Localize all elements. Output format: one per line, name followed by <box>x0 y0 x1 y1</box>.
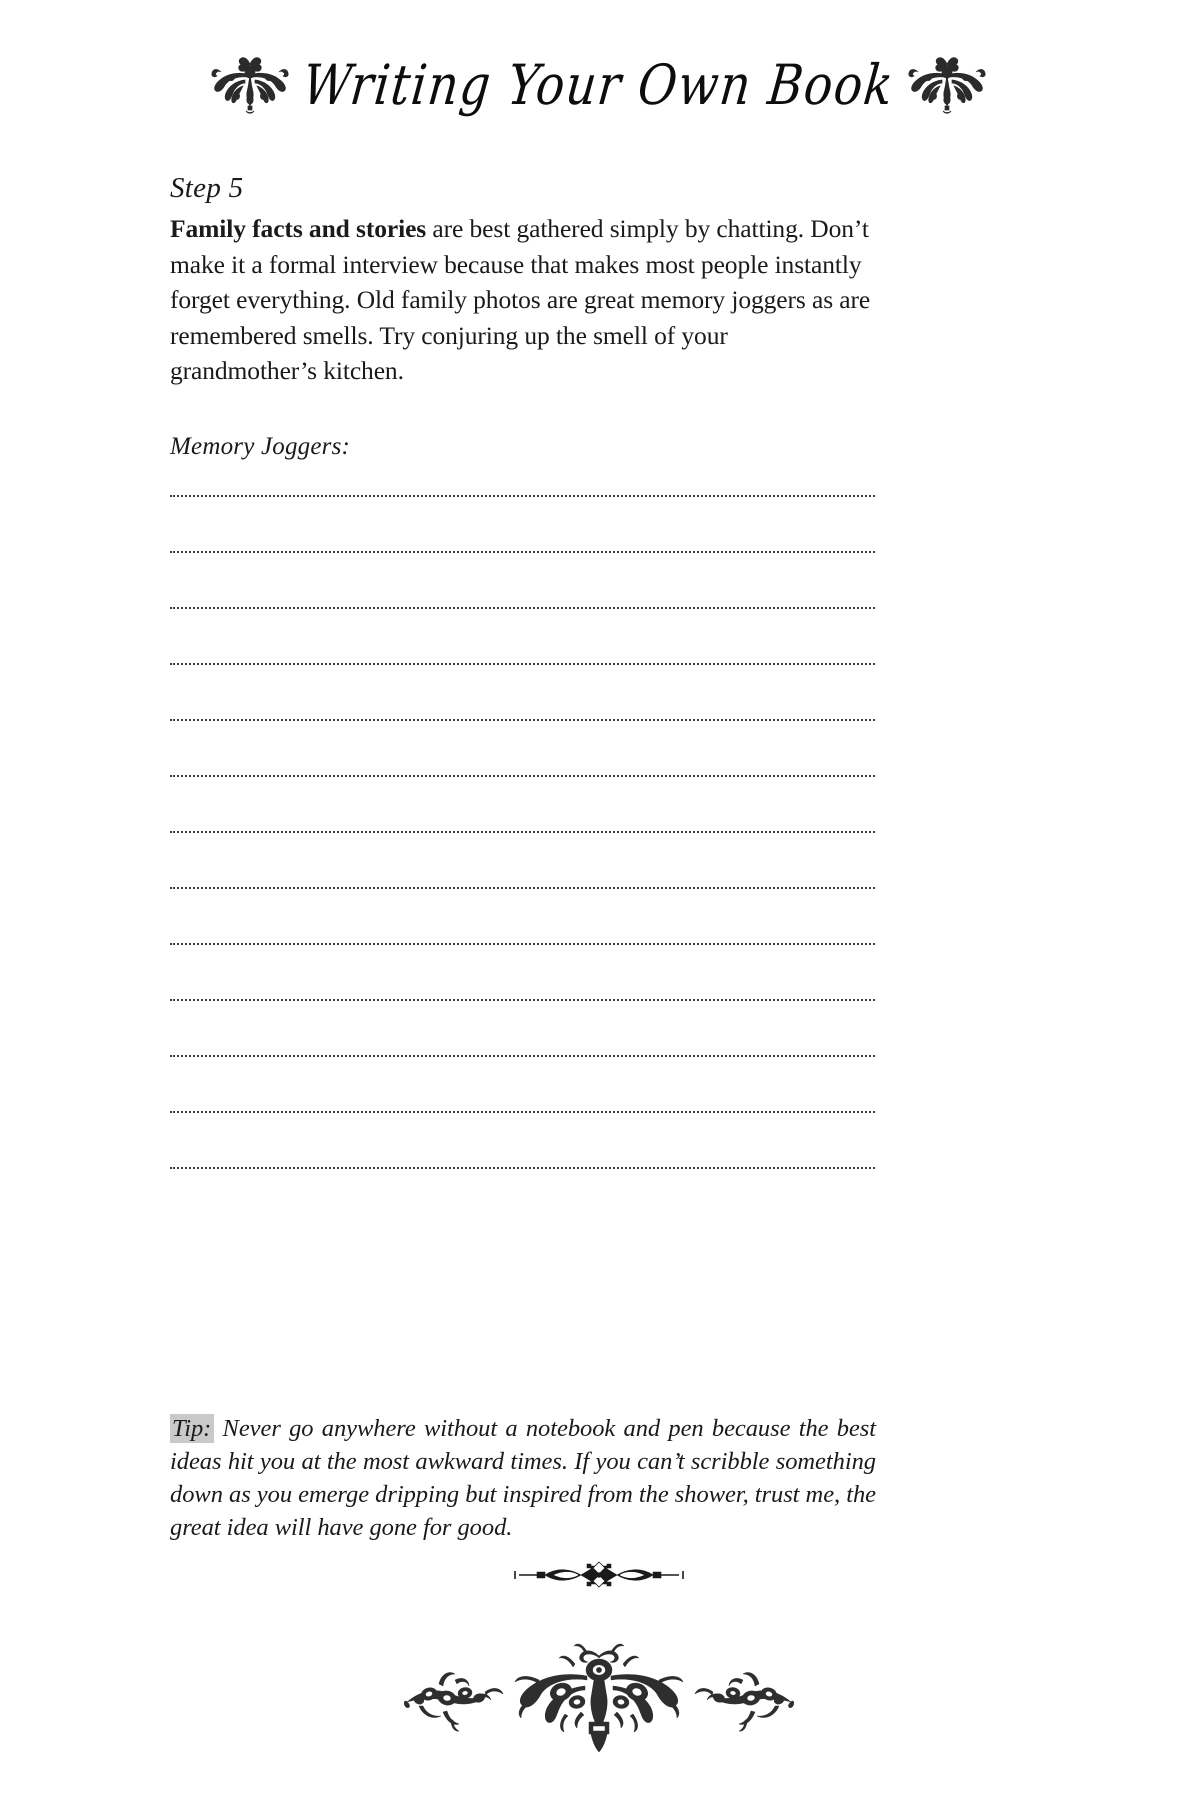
ruled-line[interactable] <box>170 655 875 711</box>
body-paragraph-text: are best gathered simply by chatting. Don’t make it a formal interview because that makes most people instantly forget everything. Old family photos are great memory joggers as are remembered smells. Try conjuring up the smell of your grandmother’s kitchen. <box>170 214 871 386</box>
ruled-line[interactable] <box>170 1047 875 1103</box>
body-lead-in: Family facts and stories <box>170 214 427 244</box>
ornamental-flourish-icon <box>207 54 293 116</box>
tip-text: Never go anywhere without a notebook and pen because the best ideas hit you at the most awkward times. If you can’t scribble something down as you emerge dripping but inspired from the shower, trust me, the great idea will have gone for good. <box>170 1415 876 1541</box>
ruled-line[interactable] <box>170 935 875 991</box>
ornamental-floral-footer-icon <box>0 1640 1197 1760</box>
ruled-line[interactable] <box>170 991 875 1047</box>
ruled-lines-area[interactable] <box>170 487 875 1215</box>
ruled-line[interactable] <box>170 543 875 599</box>
ruled-line[interactable] <box>170 823 875 879</box>
tip-paragraph <box>170 1412 876 1544</box>
ornamental-divider-icon <box>0 1558 1197 1592</box>
ruled-line[interactable] <box>170 599 875 655</box>
page-header <box>0 40 1197 130</box>
body-paragraph <box>170 211 875 389</box>
page-title: Writing Your Own Book <box>299 52 898 118</box>
ruled-line[interactable] <box>170 767 875 823</box>
ruled-line[interactable] <box>170 879 875 935</box>
tip-label: Tip: <box>170 1414 214 1443</box>
memory-joggers-label: Memory Joggers: <box>170 433 351 460</box>
ruled-line[interactable] <box>170 711 875 767</box>
ornamental-flourish-icon <box>904 54 990 116</box>
ruled-line[interactable] <box>170 1159 875 1215</box>
main-content <box>170 172 875 460</box>
step-heading: Step 5 <box>170 172 244 204</box>
ruled-line[interactable] <box>170 1103 875 1159</box>
ruled-line[interactable] <box>170 487 875 543</box>
